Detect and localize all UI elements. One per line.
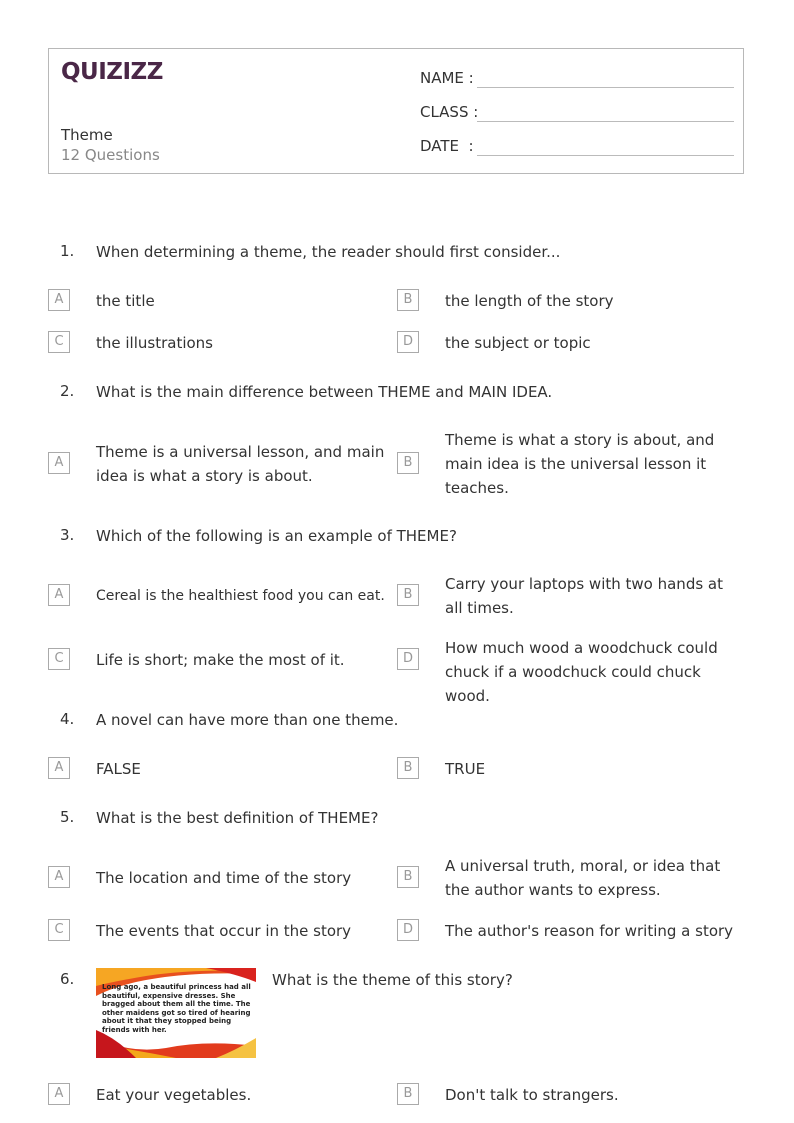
option-letter-box[interactable]: D xyxy=(397,919,419,941)
question-text: Which of the following is an example of THEME? xyxy=(96,527,457,545)
option-letter-box[interactable]: B xyxy=(397,866,419,888)
name-label: NAME : xyxy=(420,69,474,87)
story-image-text: Long ago, a beautiful princess had all beautiful, expensive dresses. She bragged about them all the time. The other maidens got so tired of hearing about it that they stopped being friends with her. xyxy=(102,983,251,1034)
option-letter-box[interactable]: A xyxy=(48,866,70,888)
question-text: What is the main difference between THEME and MAIN IDEA. xyxy=(96,383,553,401)
class-label: CLASS : xyxy=(420,103,479,121)
option-text: Cereal is the healthiest food you can eat. xyxy=(96,588,385,604)
name-field[interactable] xyxy=(420,66,734,92)
option-text: the illustrations xyxy=(96,334,213,352)
question-number: 1. xyxy=(60,242,75,260)
option-text: Don't talk to strangers. xyxy=(445,1086,619,1104)
option-text: The events that occur in the story xyxy=(96,922,352,940)
class-field[interactable] xyxy=(420,100,734,126)
option-text: FALSE xyxy=(96,760,141,778)
option-text: Life is short; make the most of it. xyxy=(96,651,345,669)
question-text: When determining a theme, the reader should first consider... xyxy=(96,243,561,261)
option-text: Theme is a universal lesson, and main idea is what a story is about. xyxy=(96,443,385,485)
option-text: How much wood a woodchuck could chuck if a woodchuck could chuck wood. xyxy=(445,639,718,705)
class-line[interactable] xyxy=(477,121,734,122)
quizizz-logo: QUIZIZZ xyxy=(61,59,163,85)
question-text: What is the best definition of THEME? xyxy=(96,809,379,827)
question-text: A novel can have more than one theme. xyxy=(96,711,399,729)
option-letter-box[interactable]: B xyxy=(397,757,419,779)
story-image xyxy=(96,968,256,1058)
question-count: 12 Questions xyxy=(61,146,160,164)
option-letter-box[interactable]: B xyxy=(397,289,419,311)
option-text: the title xyxy=(96,292,155,310)
date-line[interactable] xyxy=(477,155,734,156)
option-text: Theme is what a story is about, and main idea is the universal lesson it teaches. xyxy=(445,431,715,497)
date-label: DATE : xyxy=(420,137,474,155)
option-letter-box[interactable]: C xyxy=(48,331,70,353)
option-letter-box[interactable]: A xyxy=(48,289,70,311)
question-number: 5. xyxy=(60,808,75,826)
option-letter-box[interactable]: C xyxy=(48,919,70,941)
option-letter-box[interactable]: D xyxy=(397,331,419,353)
worksheet-title: Theme xyxy=(61,126,113,144)
option-letter-box[interactable]: A xyxy=(48,452,70,474)
date-field[interactable] xyxy=(420,134,734,160)
option-text: the length of the story xyxy=(445,292,614,310)
option-letter-box[interactable]: A xyxy=(48,757,70,779)
name-line[interactable] xyxy=(477,87,734,88)
option-text: A universal truth, moral, or idea that the author wants to express. xyxy=(445,857,721,899)
question-number: 2. xyxy=(60,382,75,400)
option-letter-box[interactable]: B xyxy=(397,1083,419,1105)
option-text: Carry your laptops with two hands at all times. xyxy=(445,575,723,617)
option-text: The author's reason for writing a story xyxy=(445,922,734,940)
question-number: 4. xyxy=(60,710,75,728)
option-text: The location and time of the story xyxy=(96,869,352,887)
question-number: 6. xyxy=(60,970,75,988)
option-letter-box[interactable]: A xyxy=(48,584,70,606)
option-letter-box[interactable]: A xyxy=(48,1083,70,1105)
question-text: What is the theme of this story? xyxy=(272,971,513,989)
option-text: the subject or topic xyxy=(445,334,591,352)
option-text: Eat your vegetables. xyxy=(96,1086,252,1104)
question-number: 3. xyxy=(60,526,75,544)
worksheet-header xyxy=(48,48,744,174)
option-letter-box[interactable]: D xyxy=(397,648,419,670)
option-text: TRUE xyxy=(445,760,486,778)
option-letter-box[interactable]: C xyxy=(48,648,70,670)
option-letter-box[interactable]: B xyxy=(397,452,419,474)
option-letter-box[interactable]: B xyxy=(397,584,419,606)
